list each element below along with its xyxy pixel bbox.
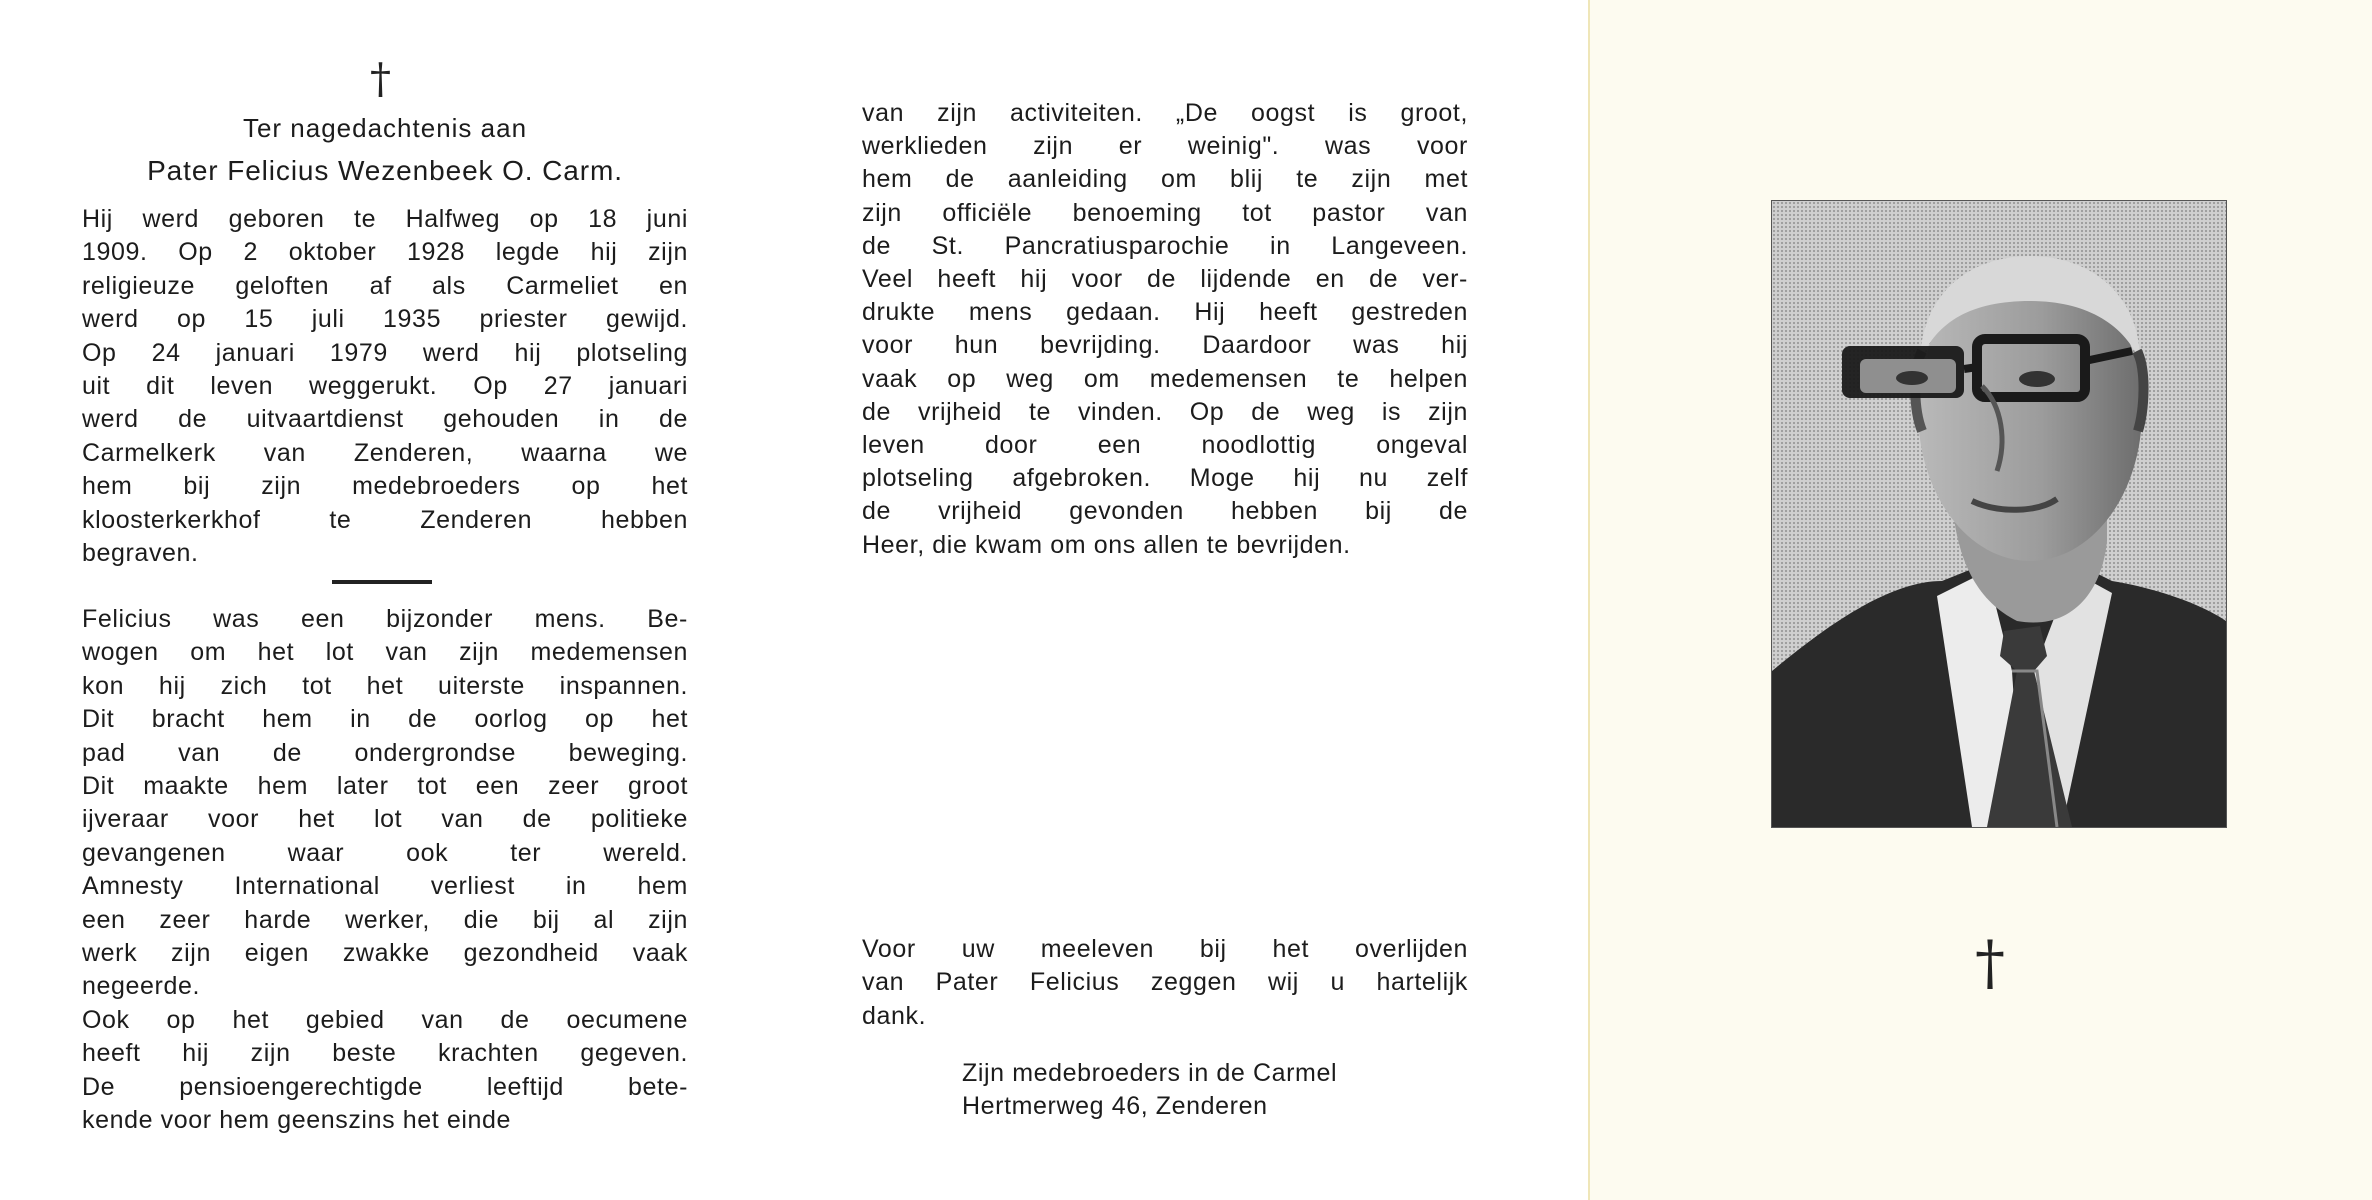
- text-line: hem bij zijn medebroeders op het: [82, 472, 688, 501]
- text-line: werd de uitvaartdienst gehouden in de: [82, 405, 688, 434]
- text-line: kon hij zich tot het uiterste inspannen.: [82, 671, 688, 700]
- text-line: Hij werd geboren te Halfweg op 18 juni: [82, 205, 688, 233]
- text-line: voor hun bevrijding. Daardoor was hij: [862, 331, 1468, 360]
- text-line: Op 24 januari 1979 werd hij plotseling: [82, 338, 688, 367]
- section-divider: [332, 580, 432, 584]
- text-line: de vrijheid te vinden. Op de weg is zijn: [862, 397, 1468, 426]
- text-line: pad van de ondergrondse beweging.: [82, 738, 688, 767]
- text-line: kloosterkerkhof te Zenderen hebben: [82, 505, 688, 534]
- text-line: vaak op weg om medemensen te helpen: [862, 364, 1468, 393]
- text-line: werklieden zijn er weinig". was voor: [862, 132, 1468, 161]
- text-line: Amnesty International verliest in hem: [82, 872, 688, 901]
- text-line: Heer, die kwam om ons allen te bevrijden.: [862, 530, 1351, 559]
- text-line: heeft hij zijn beste krachten gegeven.: [82, 1039, 688, 1068]
- text-line: werk zijn eigen zwakke gezondheid vaak: [82, 939, 688, 967]
- text-line: kende voor hem geenszins het einde: [82, 1106, 512, 1134]
- text-line: een zeer harde werker, die bij al zijn: [82, 905, 688, 934]
- text-line: Ook op het gebied van de oecumene: [82, 1005, 688, 1034]
- text-line: leven door een noodlottig ongeval: [862, 431, 1468, 459]
- text-line: werd op 15 juli 1935 priester gewijd.: [82, 305, 688, 334]
- text-line: uit dit leven weggerukt. Op 27 januari: [82, 372, 688, 400]
- text-line: van zijn activiteiten. „De oogst is groot,: [862, 99, 1468, 127]
- text-line: hem de aanleiding om blij te zijn met: [862, 165, 1468, 194]
- text-line: Voor uw meeleven bij het overlijden: [862, 935, 1468, 963]
- signature-line: Zijn medebroeders in de Carmel: [962, 1059, 1338, 1087]
- memorial-intro: Ter nagedachtenis aan: [242, 113, 528, 143]
- text-line: ijveraar voor het lot van de politieke: [82, 805, 688, 834]
- text-line: Felicius was een bijzonder mens. Be-: [82, 605, 688, 633]
- text-line: gevangenen waar ook ter wereld.: [82, 838, 688, 867]
- text-line: plotseling afgebroken. Moge hij nu zelf: [862, 464, 1468, 493]
- text-line: drukte mens gedaan. Hij heeft gestreden: [862, 298, 1468, 327]
- text-line: Dit bracht hem in de oorlog op het: [82, 705, 688, 734]
- text-line: zijn officiële benoeming tot pastor van: [862, 198, 1468, 227]
- text-line: religieuze geloften af als Carmeliet en: [82, 271, 688, 300]
- cross-icon: †: [370, 54, 391, 103]
- portrait-image: [1772, 201, 2226, 827]
- text-line: begraven.: [82, 539, 199, 567]
- text-line: Veel heeft hij voor de lijdende en de ver-: [862, 265, 1468, 293]
- text-line: wogen om het lot van zijn medemensen: [82, 638, 688, 667]
- text-line: De pensioengerechtigde leeftijd bete-: [82, 1072, 688, 1101]
- signature-line: Hertmerweg 46, Zenderen: [962, 1092, 1268, 1120]
- cross-icon-right: †: [1975, 928, 2005, 998]
- text-line: negeerde.: [82, 972, 200, 1001]
- text-line: dank.: [862, 1001, 927, 1030]
- text-line: 1909. Op 2 oktober 1928 legde hij zijn: [82, 238, 688, 267]
- text-line: de vrijheid gevonden hebben bij de: [862, 497, 1468, 526]
- text-line: van Pater Felicius zeggen wij u hartelijk: [862, 968, 1468, 997]
- text-line: Dit maakte hem later tot een zeer groot: [82, 772, 688, 800]
- text-line: de St. Pancratiusparochie in Langeveen.: [862, 231, 1468, 260]
- portrait-photo: [1771, 200, 2227, 828]
- deceased-name: Pater Felicius Wezenbeek O. Carm.: [147, 155, 623, 186]
- text-line: Carmelkerk van Zenderen, waarna we: [82, 438, 688, 467]
